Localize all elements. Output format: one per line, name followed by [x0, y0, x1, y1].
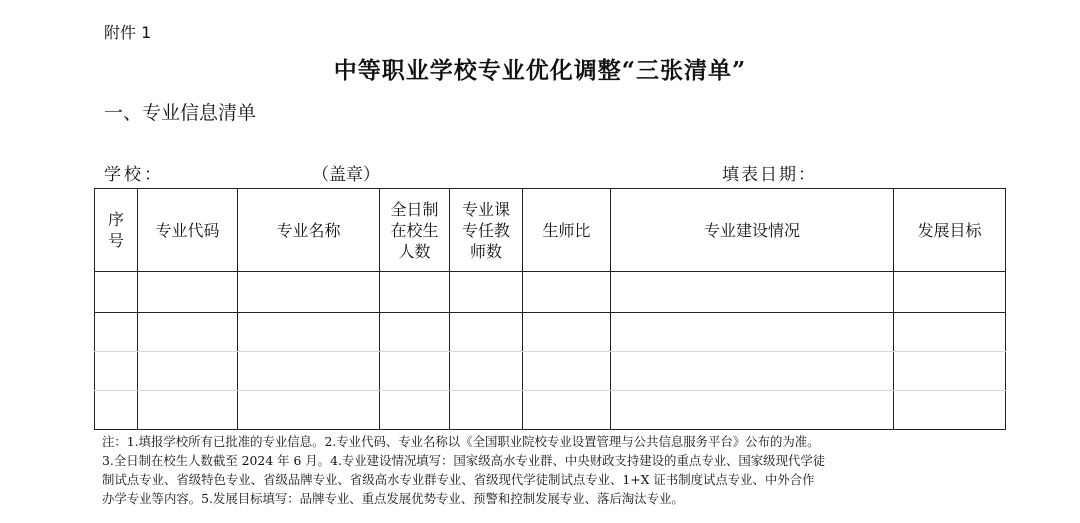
table-cell[interactable] [523, 352, 611, 391]
table-cell[interactable] [95, 391, 138, 430]
table-cell[interactable] [138, 391, 238, 430]
seal-label: （盖章） [312, 165, 380, 185]
footnote-line: 3.全日制在校生人数截至 2024 年 6 月。4.专业建设情况填写：国家级高水专业群、中央财政支持建设的重点专业、国家级现代学徒 [102, 453, 826, 468]
table-cell[interactable] [138, 313, 238, 352]
header-major-name: 专业名称 [238, 189, 380, 272]
attachment-label: 附件 1 [104, 23, 152, 42]
table-cell[interactable] [138, 352, 238, 391]
table-cell[interactable] [95, 313, 138, 352]
table-cell[interactable] [894, 272, 1006, 313]
section-heading: 一、专业信息清单 [104, 102, 257, 124]
table-row [95, 391, 1006, 430]
header-construction-status: 专业建设情况 [611, 189, 894, 272]
table-cell[interactable] [523, 272, 611, 313]
table-cell[interactable] [611, 272, 894, 313]
table-header-row [95, 189, 1006, 272]
table-cell[interactable] [95, 272, 138, 313]
table-row [95, 313, 1006, 352]
table-cell[interactable] [380, 352, 450, 391]
table-cell[interactable] [238, 313, 380, 352]
header-major-code: 专业代码 [138, 189, 238, 272]
table-cell[interactable] [95, 352, 138, 391]
footnote-line: 办学专业等内容。5.发展目标填写：品牌专业、重点发展优势专业、预警和控制发展专业、落后淘汰专业。 [102, 491, 684, 506]
footnote-line: 注：1.填报学校所有已批准的专业信息。2.专业代码、专业名称以《全国职业院校专业设置管理与公共信息服务平台》公布的为准。 [102, 434, 820, 449]
table-cell[interactable] [894, 313, 1006, 352]
table-cell[interactable] [238, 391, 380, 430]
table-cell[interactable] [380, 391, 450, 430]
table-cell[interactable] [238, 352, 380, 391]
table-cell[interactable] [894, 391, 1006, 430]
table-cell[interactable] [523, 313, 611, 352]
table-cell[interactable] [611, 391, 894, 430]
table-row [95, 352, 1006, 391]
footnote-line: 制试点专业、省级特色专业、省级品牌专业、省级高水专业群专业、省级现代学徒制试点专业、1+X 证书制度试点专业、中外合作 [102, 472, 815, 487]
header-serial-number: 序 号 [95, 189, 138, 272]
date-label: 填表日期： [722, 165, 817, 185]
school-label: 学校： [104, 165, 164, 185]
table-cell[interactable] [450, 272, 523, 313]
table-cell[interactable] [523, 391, 611, 430]
document-title: 中等职业学校专业优化调整“三张清单” [333, 57, 747, 84]
header-fulltime-students: 全日制 在校生 人数 [380, 189, 450, 272]
major-info-table [94, 188, 1006, 430]
table-cell[interactable] [450, 352, 523, 391]
header-fulltime-teachers: 专业课 专任教 师数 [450, 189, 523, 272]
table-cell[interactable] [138, 272, 238, 313]
table-cell[interactable] [450, 313, 523, 352]
table-cell[interactable] [894, 352, 1006, 391]
table-cell[interactable] [450, 391, 523, 430]
table-cell[interactable] [238, 272, 380, 313]
table-cell[interactable] [380, 313, 450, 352]
table-cell[interactable] [611, 352, 894, 391]
table-cell[interactable] [380, 272, 450, 313]
table-row [95, 272, 1006, 313]
table-cell[interactable] [611, 313, 894, 352]
header-development-goal: 发展目标 [894, 189, 1006, 272]
footnote [102, 432, 1007, 508]
header-student-teacher-ratio: 生师比 [523, 189, 611, 272]
